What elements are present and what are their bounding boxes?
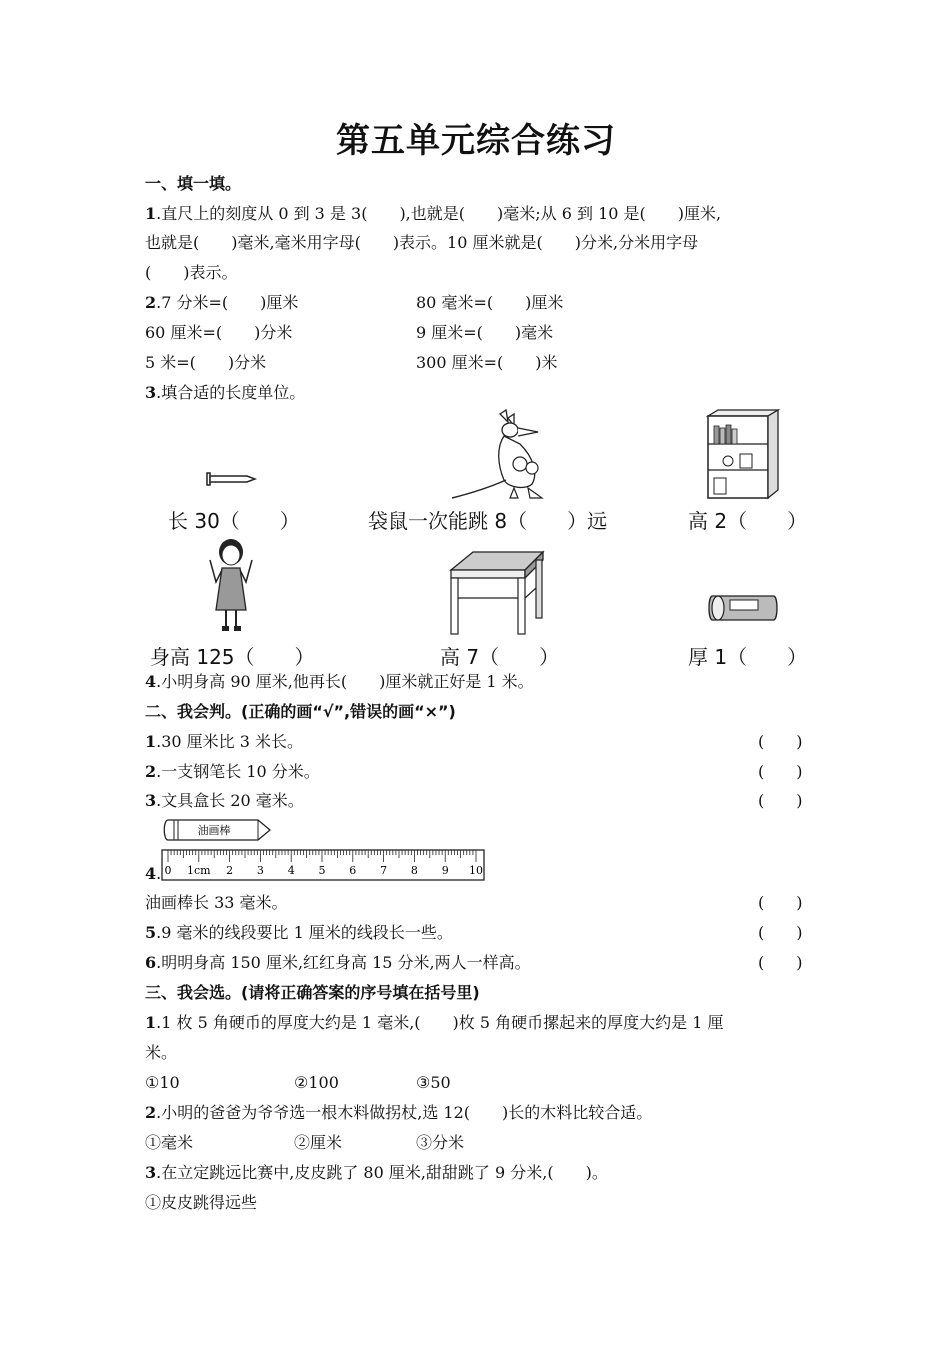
q-number: 6 — [145, 953, 157, 972]
choose-q1-line2: 米。 — [145, 1043, 178, 1062]
bookshelf-icon — [706, 408, 780, 500]
answer-paren: ( ) — [758, 893, 803, 912]
judge-item-4 — [145, 864, 161, 884]
q-number: 3 — [145, 1163, 157, 1182]
judge-text: .明明身高 150 厘米,红红身高 15 分米,两人一样高。 — [156, 953, 531, 972]
q2-item-2: 80 毫米=( )厘米 — [416, 293, 564, 312]
q2-item-5: 5 米=( )分米 — [145, 353, 267, 372]
choose-q3-option-1: ①皮皮跳得远些 — [145, 1193, 258, 1212]
tape-dispenser-icon — [706, 590, 780, 626]
ruler-diagram — [160, 818, 490, 882]
answer-paren: ( ) — [758, 762, 803, 781]
ruler-label: 1cm — [187, 864, 211, 877]
ruler-label: 6 — [349, 864, 357, 877]
q3-caption-4: 身高 125（ ） — [150, 645, 315, 669]
judge-item-6 — [145, 953, 531, 973]
judge-item-5 — [145, 923, 453, 943]
answer-paren: ( ) — [758, 953, 803, 972]
crayon-icon — [164, 820, 270, 840]
q2-text: .7 分米=( )厘米 — [156, 293, 299, 312]
judge-item-1 — [145, 732, 303, 752]
q3-line — [145, 383, 305, 403]
judge-item-3 — [145, 791, 304, 811]
ruler-label: 10 — [469, 864, 483, 877]
q-number: 4 — [145, 864, 157, 883]
q-number: 5 — [145, 923, 157, 942]
q1-text-line1: .直尺上的刻度从 0 到 3 是 3( ),也就是( )毫米;从 6 到 10 是( )厘米, — [156, 204, 722, 223]
section2-heading: 二、我会判。(正确的画“√”,错误的画“×”) — [145, 702, 456, 721]
kangaroo-icon — [448, 408, 548, 500]
q-number: 1 — [145, 732, 157, 751]
ruler-label: 8 — [410, 864, 418, 877]
choose-q3-text: .在立定跳远比赛中,皮皮跳了 80 厘米,甜甜跳了 9 分米,( )。 — [156, 1163, 608, 1182]
choose-q1-text: .1 枚 5 角硬币的厚度大约是 1 毫米,( )枚 5 角硬币摞起来的厚度大约是 1 厘 — [156, 1013, 724, 1032]
answer-paren: ( ) — [758, 923, 803, 942]
table-icon — [445, 550, 547, 636]
q-number: 1 — [145, 1013, 157, 1032]
ruler-label: 4 — [287, 864, 295, 877]
q4-line — [145, 672, 534, 692]
choose-q1-option-1: ①10 — [145, 1073, 180, 1092]
q2-item-4: 9 厘米=( )毫米 — [416, 323, 554, 342]
q3-caption-1: 长 30（ ） — [168, 509, 300, 533]
q3-caption-3: 高 2（ ） — [688, 509, 808, 533]
choose-q2-option-3: ③分米 — [416, 1133, 465, 1152]
q1-line1 — [145, 204, 721, 224]
ruler-label: 2 — [226, 864, 234, 877]
section3-heading: 三、我会选。(请将正确答案的序号填在括号里) — [145, 983, 480, 1002]
choose-q1-line1 — [145, 1013, 723, 1033]
q3-caption-2: 袋鼠一次能跳 8（ ）远 — [368, 509, 608, 533]
q3-caption-6: 厚 1（ ） — [688, 645, 808, 669]
choose-q2-option-2: ②厘米 — [294, 1133, 343, 1152]
q4-text: .小明身高 90 厘米,他再长( )厘米就正好是 1 米。 — [156, 672, 534, 691]
page-title: 第五单元综合练习 — [336, 121, 616, 161]
ruler-label: 9 — [441, 864, 449, 877]
choose-q2-line — [145, 1103, 652, 1123]
choose-q1-option-3: ③50 — [416, 1073, 451, 1092]
crayon-label: 油画棒 — [197, 824, 231, 837]
section1-heading: 一、填一填。 — [145, 174, 242, 193]
judge-text: .一支钢笔长 10 分米。 — [156, 762, 320, 781]
ruler-label: 0 — [164, 864, 172, 877]
judge-text: .文具盒长 20 毫米。 — [156, 791, 304, 810]
q-number: 2 — [145, 762, 157, 781]
girl-icon — [206, 538, 256, 634]
q-number: 2 — [145, 293, 157, 312]
q-number: 3 — [145, 791, 157, 810]
ruler-label: 5 — [318, 864, 326, 877]
q2-item-1 — [145, 293, 298, 313]
nail-icon — [205, 470, 257, 490]
judge-text: .30 厘米比 3 米长。 — [156, 732, 304, 751]
choose-q2-option-1: ①毫米 — [145, 1133, 194, 1152]
ruler-label: 3 — [256, 864, 264, 877]
q-number: 4 — [145, 672, 157, 691]
judge-item-2 — [145, 762, 320, 782]
choose-q2-text: .小明的爸爸为爷爷选一根木料做拐杖,选 12( )长的木料比较合适。 — [156, 1103, 653, 1122]
choose-q3-line — [145, 1163, 608, 1183]
q-number: 3 — [145, 383, 157, 402]
q-number: 1 — [145, 204, 157, 223]
choose-q1-option-2: ②100 — [294, 1073, 339, 1092]
q-number: 2 — [145, 1103, 157, 1122]
judge-text: .9 毫米的线段要比 1 厘米的线段长一些。 — [156, 923, 453, 942]
q3-text: .填合适的长度单位。 — [156, 383, 306, 402]
q1-line3: ( )表示。 — [145, 263, 238, 282]
answer-paren: ( ) — [758, 732, 803, 751]
answer-paren: ( ) — [758, 791, 803, 810]
q1-line2: 也就是( )毫米,毫米用字母( )表示。10 厘米就是( )分米,分米用字母 — [145, 233, 699, 252]
ruler-label: 7 — [380, 864, 388, 877]
q3-caption-5: 高 7（ ） — [440, 645, 560, 669]
judge-text: . — [156, 864, 162, 883]
q2-item-6: 300 厘米=( )米 — [416, 353, 558, 372]
q2-item-3: 60 厘米=( )分米 — [145, 323, 293, 342]
judge-item-4b: 油画棒长 33 毫米。 — [145, 893, 288, 912]
